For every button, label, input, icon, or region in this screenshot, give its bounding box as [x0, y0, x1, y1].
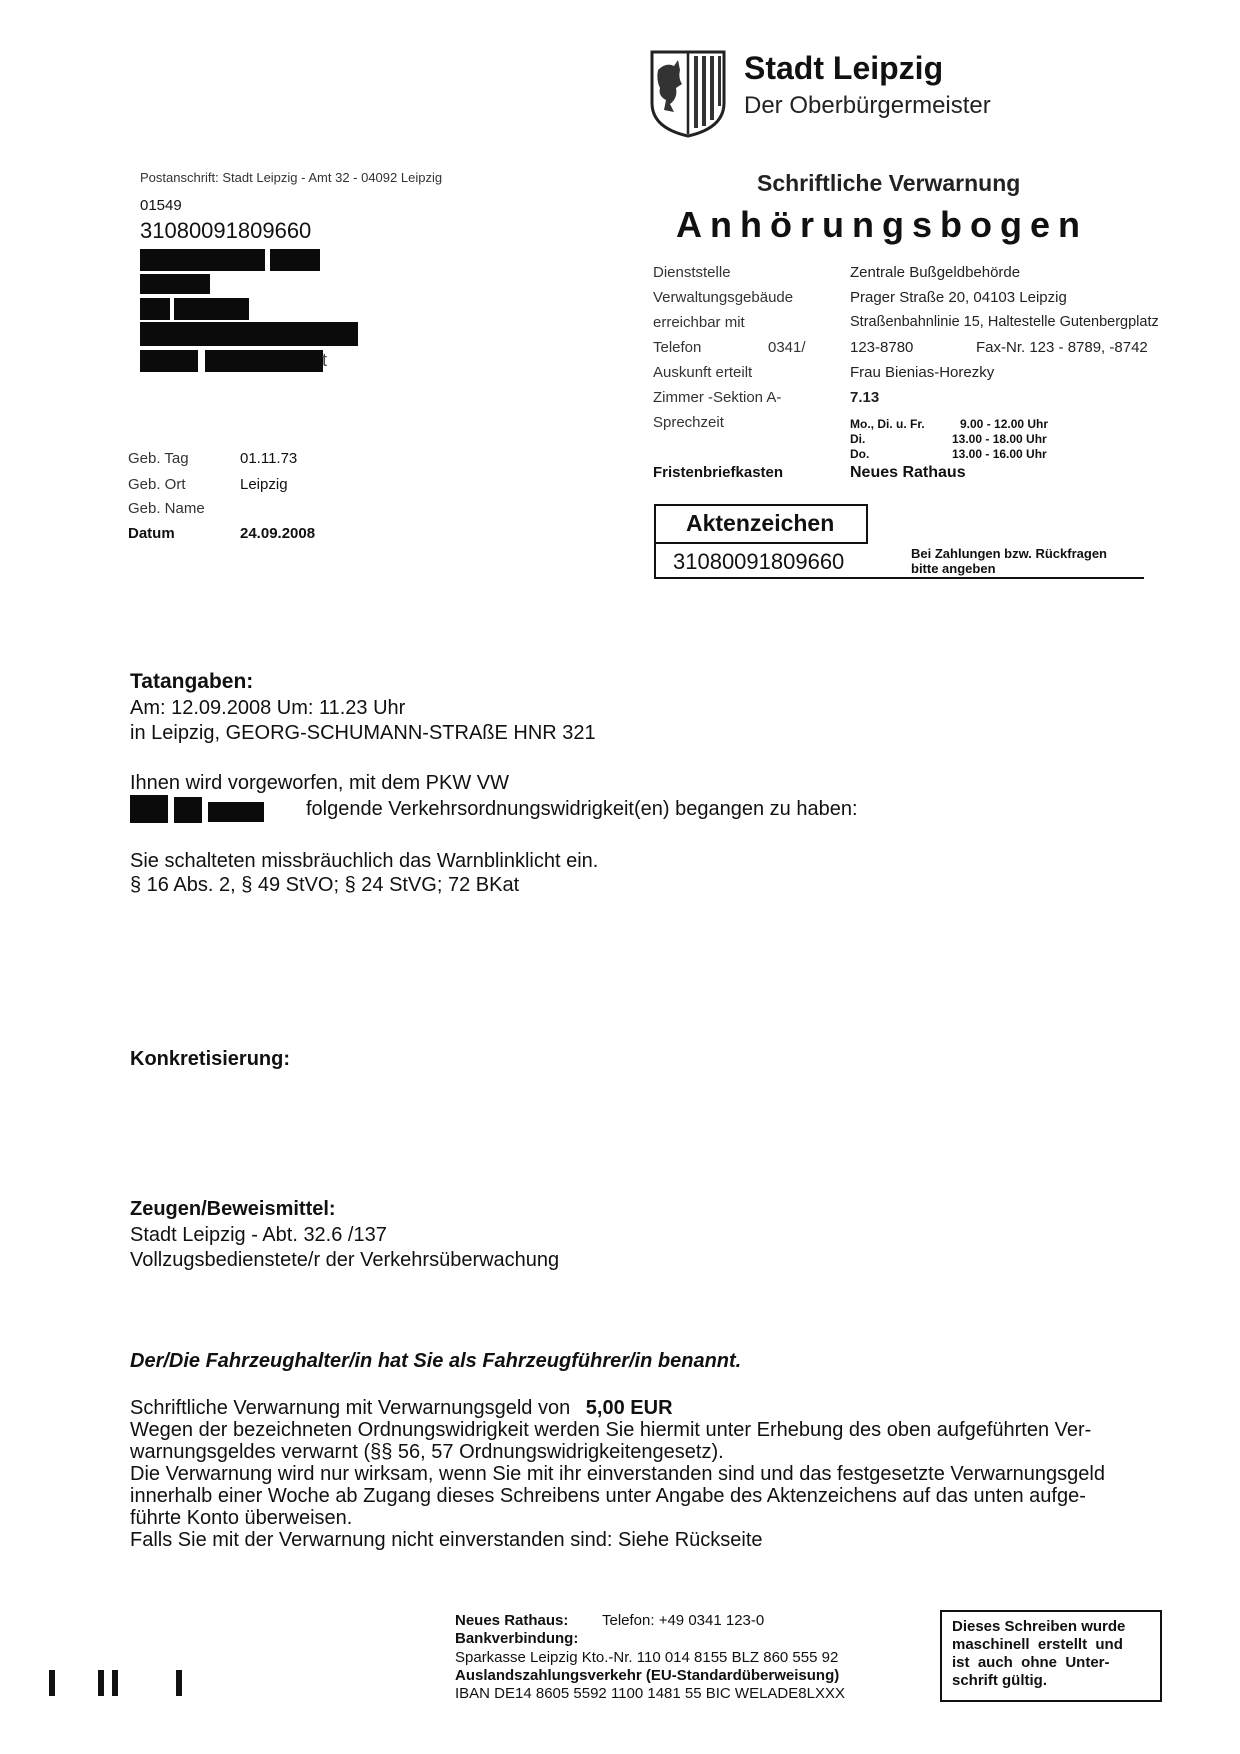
warning-text-line: Falls Sie mit der Verwarnung nicht einverstanden sind: Siehe Rückseite — [130, 1529, 763, 1551]
machine-generated-notice-line: schrift gültig. — [952, 1672, 1047, 1689]
warning-text-line: Die Verwarnung wird nur wirksam, wenn Sie mit ihr einverstanden sind und das festgesetzte Verwarnungsgeld — [130, 1463, 1105, 1485]
date-label: Datum — [128, 525, 175, 542]
postal-address-line: Postanschrift: Stadt Leipzig - Amt 32 - 04092 Leipzig — [140, 170, 443, 185]
info-label: Dienststelle — [653, 264, 731, 281]
warning-fee-amount: 5,00 EUR — [585, 1397, 673, 1419]
redacted-block — [174, 298, 249, 320]
redacted-block — [140, 298, 170, 320]
info-value: 7.13 — [850, 389, 880, 406]
footer-iban: IBAN DE14 8605 5592 1100 1481 55 BIC WELADE8LXXX — [455, 1685, 845, 1702]
info-value: Zentrale Bußgeldbehörde — [850, 264, 1021, 281]
vehicle-owner-notice: Der/Die Fahrzeughalter/in hat Sie als Fahrzeugführer/in benannt. — [130, 1350, 742, 1372]
machine-generated-notice-line: maschinell erstellt und — [952, 1636, 1123, 1653]
footer-mark — [49, 1670, 55, 1696]
redacted-block — [140, 350, 198, 372]
warning-text-line: Wegen der bezeichneten Ordnungswidrigkeit werden Sie hiermit unter Erhebung des oben aufgeführten Ver- — [130, 1419, 1092, 1441]
redacted-trailing-char: t — [322, 350, 328, 370]
warning-text-line: führte Konto überweisen. — [130, 1507, 353, 1529]
date-value: 24.09.2008 — [240, 525, 316, 542]
reference-short: 01549 — [140, 197, 182, 214]
license-plate-redaction — [174, 797, 202, 823]
document-subtitle: Schriftliche Verwarnung — [757, 170, 1021, 196]
machine-generated-notice-box — [940, 1610, 1162, 1702]
reference-long: 31080091809660 — [140, 218, 312, 243]
redacted-block — [270, 249, 320, 271]
info-label: Auskunft erteilt — [653, 364, 753, 381]
footer-mark — [176, 1670, 182, 1696]
info-value: Frau Bienias-Horezky — [850, 364, 995, 381]
file-number-frame-left — [654, 540, 656, 578]
warning-fee-text: Schriftliche Verwarnung mit Verwarnungsgeld von — [130, 1397, 571, 1419]
info-label: Verwaltungsgebäude — [653, 289, 794, 306]
file-number-note: bitte angeben — [911, 561, 996, 576]
legal-paragraphs: § 16 Abs. 2, § 49 StVO; § 24 StVG; 72 BKat — [130, 874, 520, 896]
witness-line: Stadt Leipzig - Abt. 32.6 /137 — [130, 1224, 387, 1246]
document-title: Anhörungsbogen — [676, 204, 1088, 245]
license-plate-redaction — [208, 802, 264, 822]
warning-fee-line — [130, 1397, 673, 1419]
warning-text-line: innerhalb einer Woche ab Zugang dieses Schreibens unter Angabe des Aktenzeichens auf das unten aufge- — [130, 1485, 1086, 1507]
redacted-block — [140, 274, 210, 294]
file-number-label: Aktenzeichen — [686, 510, 835, 536]
footer-mark — [112, 1670, 118, 1696]
redacted-block — [140, 249, 265, 271]
witness-line: Vollzugsbedienstete/r der Verkehrsüberwachung — [130, 1249, 560, 1271]
witnesses-heading: Zeugen/Beweismittel: — [130, 1198, 336, 1220]
footer-phone: Telefon: +49 0341 123-0 — [602, 1612, 765, 1629]
office-hours-time: 13.00 - 16.00 Uhr — [952, 447, 1047, 461]
footer-town-hall-label: Neues Rathaus: — [455, 1612, 569, 1629]
info-label: erreichbar mit — [653, 314, 745, 331]
phone-area-code: 0341/ — [768, 339, 806, 356]
coat-of-arms-logo — [648, 48, 728, 138]
office-hours-time: 9.00 - 12.00 Uhr — [960, 417, 1049, 431]
birth-date-label: Geb. Tag — [128, 450, 189, 467]
office-hours-day: Do. — [850, 447, 870, 461]
office-hours-label: Sprechzeit — [653, 414, 724, 431]
redacted-block — [205, 350, 323, 372]
machine-generated-notice-line: Dieses Schreiben wurde — [952, 1618, 1126, 1635]
birth-name-label: Geb. Name — [128, 500, 205, 517]
footer-bank-label: Bankverbindung: — [455, 1630, 579, 1647]
offense-details-heading: Tatangaben: — [130, 670, 254, 693]
redacted-block — [140, 322, 358, 346]
office-hours-day: Mo., Di. u. Fr. — [850, 417, 925, 431]
footer-foreign-payment-label: Auslandszahlungsverkehr (EU-Standardüberweisung) — [455, 1667, 840, 1684]
phone-number: 123-8780 — [850, 339, 914, 356]
file-number-value: 31080091809660 — [673, 549, 845, 574]
machine-generated-notice-line: ist auch ohne Unter- — [952, 1654, 1110, 1671]
birth-place-label: Geb. Ort — [128, 476, 186, 493]
birth-place-value: Leipzig — [240, 476, 288, 493]
file-number-label-box — [654, 504, 868, 544]
accusation-text: Ihnen wird vorgeworfen, mit dem PKW VW — [130, 772, 510, 794]
footer-mark — [98, 1670, 104, 1696]
city-name: Stadt Leipzig — [744, 50, 944, 86]
office-name: Der Oberbürgermeister — [744, 92, 991, 119]
file-number-note: Bei Zahlungen bzw. Rückfragen — [911, 546, 1107, 561]
fax-number: Fax-Nr. 123 - 8789, -8742 — [976, 339, 1148, 356]
info-value: Prager Straße 20, 04103 Leipzig — [850, 289, 1067, 306]
info-value: Straßenbahnlinie 15, Haltestelle Gutenbergplatz — [850, 314, 1159, 330]
offense-description: Sie schalteten missbräuchlich das Warnblinklicht ein. — [130, 850, 599, 872]
file-number-frame-bottom — [654, 577, 1144, 579]
info-label: Zimmer -Sektion A- — [653, 389, 782, 406]
offense-datetime: Am: 12.09.2008 Um: 11.23 Uhr — [130, 697, 406, 719]
deadline-box-value: Neues Rathaus — [850, 464, 966, 481]
offense-location: in Leipzig, GEORG-SCHUMANN-STRAßE HNR 321 — [130, 722, 596, 744]
specification-heading: Konkretisierung: — [130, 1048, 291, 1070]
footer-bank-account: Sparkasse Leipzig Kto.-Nr. 110 014 8155 BLZ 860 555 92 — [455, 1649, 839, 1666]
deadline-box-label: Fristenbriefkasten — [653, 464, 784, 481]
warning-text-line: warnungsgeldes verwarnt (§§ 56, 57 Ordnungswidrigkeitengesetz). — [130, 1441, 724, 1463]
birth-date-value: 01.11.73 — [240, 450, 298, 467]
office-hours-day: Di. — [850, 432, 866, 446]
office-hours-time: 13.00 - 18.00 Uhr — [952, 432, 1047, 446]
accusation-text-continued: folgende Verkehrsordnungswidrigkeit(en) begangen zu haben: — [306, 798, 858, 820]
info-label: Telefon — [653, 339, 702, 356]
license-plate-redaction — [130, 795, 168, 823]
